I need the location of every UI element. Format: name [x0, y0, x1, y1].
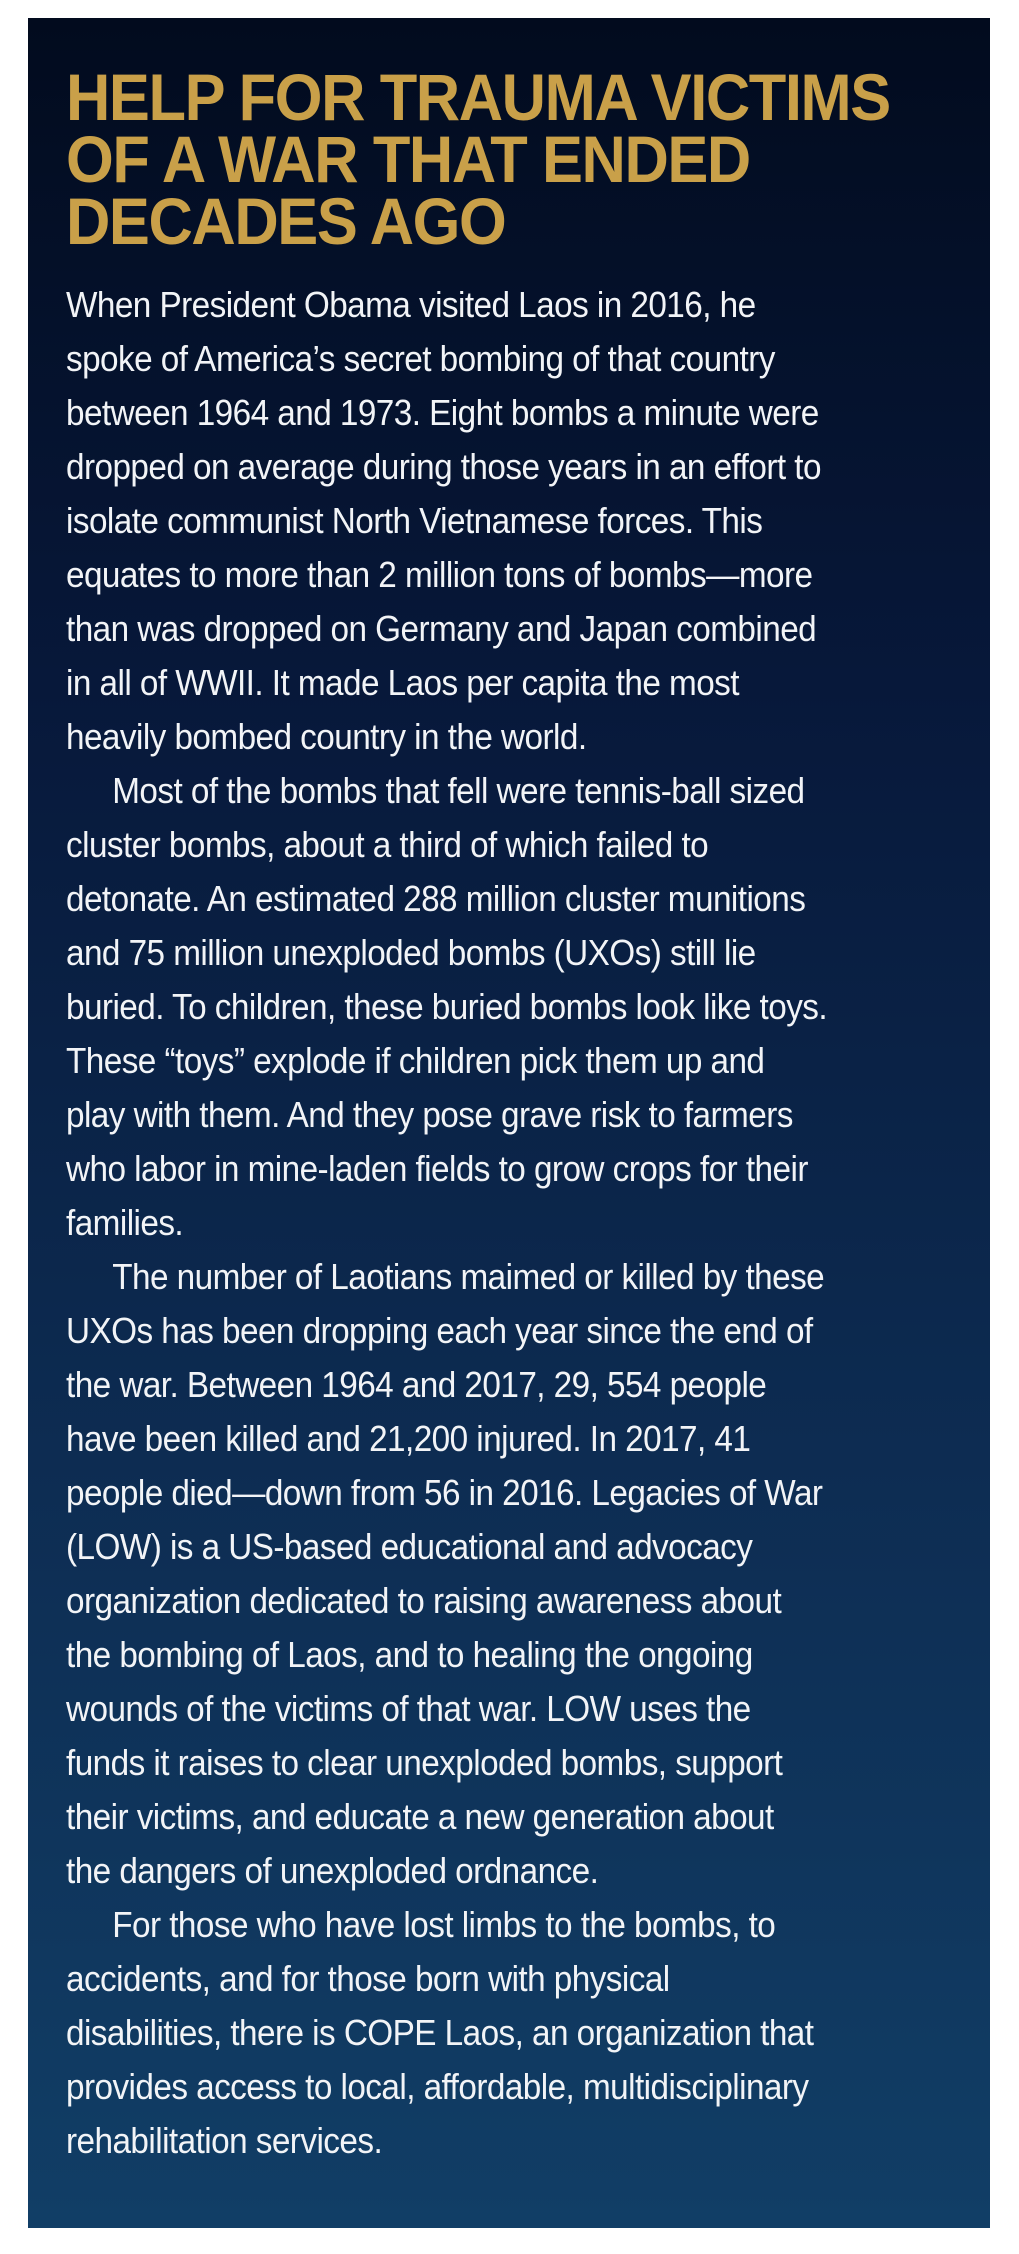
paragraph-4	[66, 1898, 954, 2168]
paragraph-2	[66, 764, 954, 1250]
text-line: than was dropped on Germany and Japan combined	[66, 608, 817, 649]
text-line: people died—down from 56 in 2016. Legacies of War	[66, 1472, 823, 1513]
paragraph-3	[66, 1250, 954, 1898]
text-line: Most of the bombs that fell were tennis-ball sized	[112, 770, 805, 811]
text-line: disabilities, there is COPE Laos, an organization that	[66, 2012, 814, 2053]
text-line: dropped on average during those years in an effort to	[66, 446, 821, 487]
text-line: play with them. And they pose grave risk to farmers	[66, 1094, 793, 1135]
text-line: who labor in mine-laden fields to grow crops for their	[66, 1148, 808, 1189]
text-line: accidents, and for those born with physical	[66, 1958, 670, 1999]
text-line: in all of WWII. It made Laos per capita the most	[66, 662, 739, 703]
text-line: the bombing of Laos, and to healing the ongoing	[66, 1634, 753, 1675]
text-line: cluster bombs, about a third of which failed to	[66, 824, 709, 865]
text-line: provides access to local, affordable, multidisciplinary	[66, 2066, 809, 2107]
headline-line: DECADES AGO	[66, 184, 506, 258]
text-line: (LOW) is a US-based educational and advocacy	[66, 1526, 753, 1567]
text-line: rehabilitation services.	[66, 2120, 383, 2161]
article-sidebar-panel	[28, 18, 990, 2228]
text-line: organization dedicated to raising awareness about	[66, 1580, 782, 1621]
text-line: the war. Between 1964 and 2017, 29, 554 people	[66, 1364, 767, 1405]
text-line: and 75 million unexploded bombs (UXOs) still lie	[66, 932, 756, 973]
text-line: buried. To children, these buried bombs look like toys.	[66, 986, 828, 1027]
text-line: heavily bombed country in the world.	[66, 716, 587, 757]
text-line: The number of Laotians maimed or killed by these	[112, 1256, 825, 1297]
text-line: For those who have lost limbs to the bombs, to	[112, 1904, 776, 1945]
text-line: wounds of the victims of that war. LOW uses the	[66, 1688, 751, 1729]
text-line: equates to more than 2 million tons of bombs—more	[66, 554, 813, 595]
text-line: their victims, and educate a new generation about	[66, 1796, 774, 1837]
text-line: families.	[66, 1202, 184, 1243]
text-line: the dangers of unexploded ordnance.	[66, 1850, 599, 1891]
text-line: When President Obama visited Laos in 2016, he	[66, 284, 756, 325]
headline-line: OF A WAR THAT ENDED	[66, 122, 750, 196]
text-line: detonate. An estimated 288 million cluster munitions	[66, 878, 806, 919]
text-line: These “toys” explode if children pick them up and	[66, 1040, 765, 1081]
text-line: UXOs has been dropping each year since the end of	[66, 1310, 813, 1351]
headline	[66, 60, 959, 258]
paragraph-1	[66, 278, 954, 764]
text-line: isolate communist North Vietnamese forces. This	[66, 500, 763, 541]
text-line: spoke of America’s secret bombing of that country	[66, 338, 775, 379]
text-line: between 1964 and 1973. Eight bombs a minute were	[66, 392, 819, 433]
headline-line: HELP FOR TRAUMA VICTIMS	[66, 60, 890, 134]
text-line: have been killed and 21,200 injured. In 2017, 41	[66, 1418, 751, 1459]
article-body	[66, 278, 954, 2168]
text-line: funds it raises to clear unexploded bombs, support	[66, 1742, 783, 1783]
